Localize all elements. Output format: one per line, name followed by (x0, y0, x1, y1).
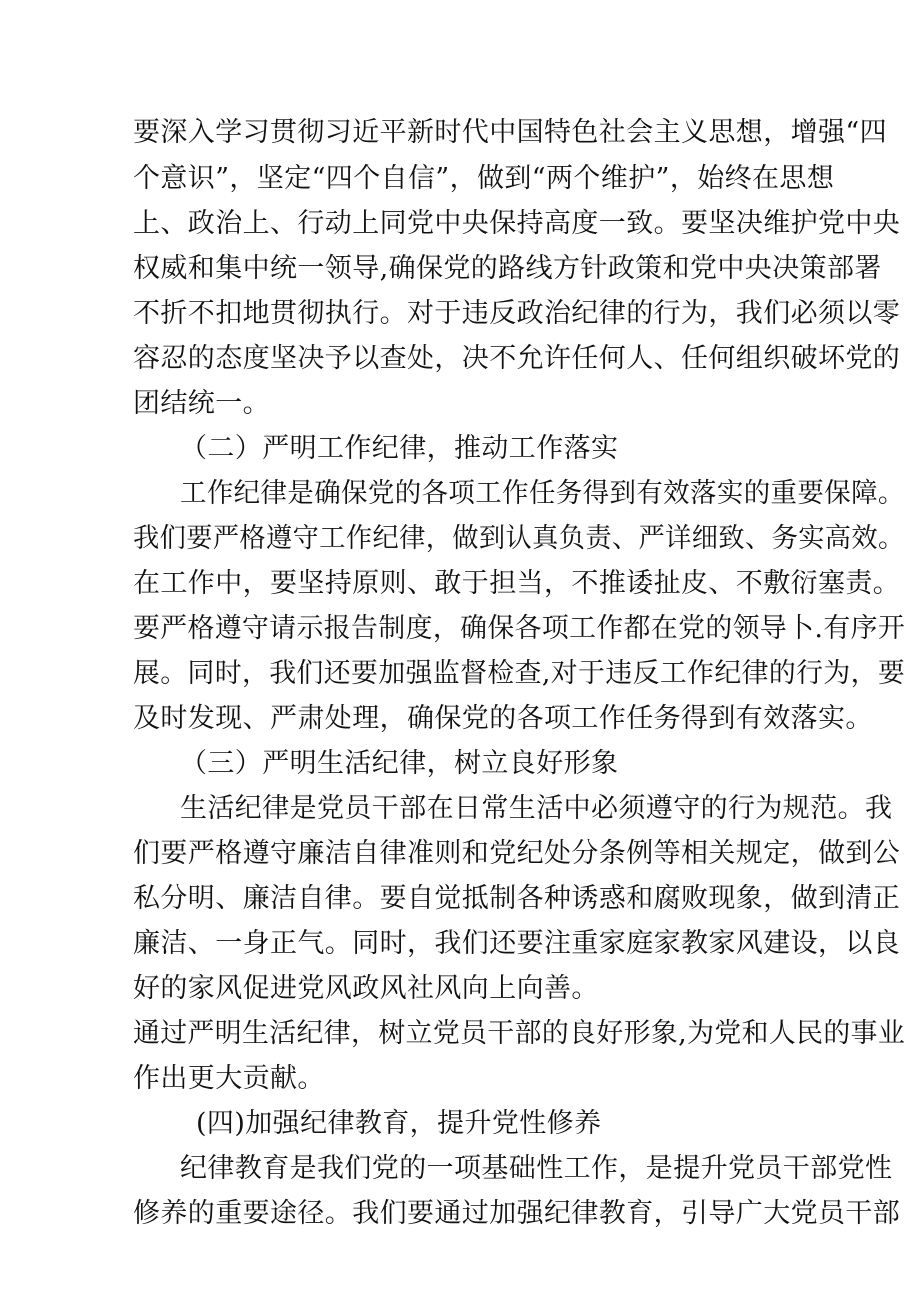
body-text-line: 要严格遵守请示报告制度，确保各项工作都在党的领导卜.有序开 (133, 613, 906, 644)
section-heading-3: （三）严明生活纪律，树立良好形象 (180, 748, 619, 779)
body-text-line: 私分明、廉洁自律。要自觉抵制各种诱惑和腐败现象，做到清正 (133, 883, 901, 914)
body-text-line: 不折不扣地贯彻执行。对于违反政治纪律的行为，我们必须以零 (133, 298, 901, 329)
body-text-line: 我们要严格遵守工作纪律，做到认真负责、严详细致、务实高效。 (133, 523, 905, 554)
body-text-line: 通过严明生活纪律，树立党员干部的良好形象,为党和人民的事业 (133, 1018, 906, 1049)
body-text-line: 团结统一。 (133, 388, 270, 419)
body-text-line: 在工作中，要坚持原则、敢于担当，不推诿扯皮、不敷衍塞责。 (133, 568, 901, 599)
body-text-line: 廉洁、一身正气。同时，我们还要注重家庭家教家风建设，以良 (133, 928, 901, 959)
body-text-line: 要深入学习贯彻习近平新时代中国特色社会主义思想，增强“四 (133, 117, 888, 148)
section-heading-4: (四)加强纪律教育，提升党性修养 (196, 1108, 602, 1139)
paragraph-first-line: 工作纪律是确保党的各项工作任务得到有效落实的重要保障。 (180, 478, 905, 509)
section-heading-2: （二）严明工作纪律，推动工作落实 (180, 433, 619, 464)
body-text-line: 修养的重要途径。我们要通过加强纪律教育，引导广大党员干部 (133, 1198, 901, 1229)
body-text-line: 上、政治上、行动上同党中央保持高度一致。要坚决维护党中央 (133, 208, 901, 239)
body-text-line: 容忍的态度坚决予以查处，决不允许任何人、任何组织破坏党的 (133, 343, 901, 374)
body-text-line: 及时发现、严肃处理，确保党的各项工作任务得到有效落实。 (133, 703, 873, 734)
body-text-line: 个意识”，坚定“四个自信”，做到“两个维护”，始终在思想 (133, 163, 835, 194)
body-text-line: 作出更大贡献。 (133, 1063, 325, 1094)
body-text-line: 们要严格遵守廉洁自律准则和党纪处分条例等相关规定，做到公 (133, 838, 901, 869)
body-text-line: 好的家风促进党风政风社风向上向善。 (133, 973, 599, 1004)
body-text-line: 展。同时，我们还要加强监督检查,对于违反工作纪律的行为，要 (133, 658, 906, 689)
paragraph-first-line: 生活纪律是党员干部在日常生活中必须遵守的行为规范。我 (180, 793, 893, 824)
body-text-line: 权威和集中统一领导,确保党的路线方针政策和党中央决策部署 (133, 253, 882, 284)
paragraph-first-line: 纪律教育是我们党的一项基础性工作，是提升党员干部党性 (180, 1153, 893, 1184)
